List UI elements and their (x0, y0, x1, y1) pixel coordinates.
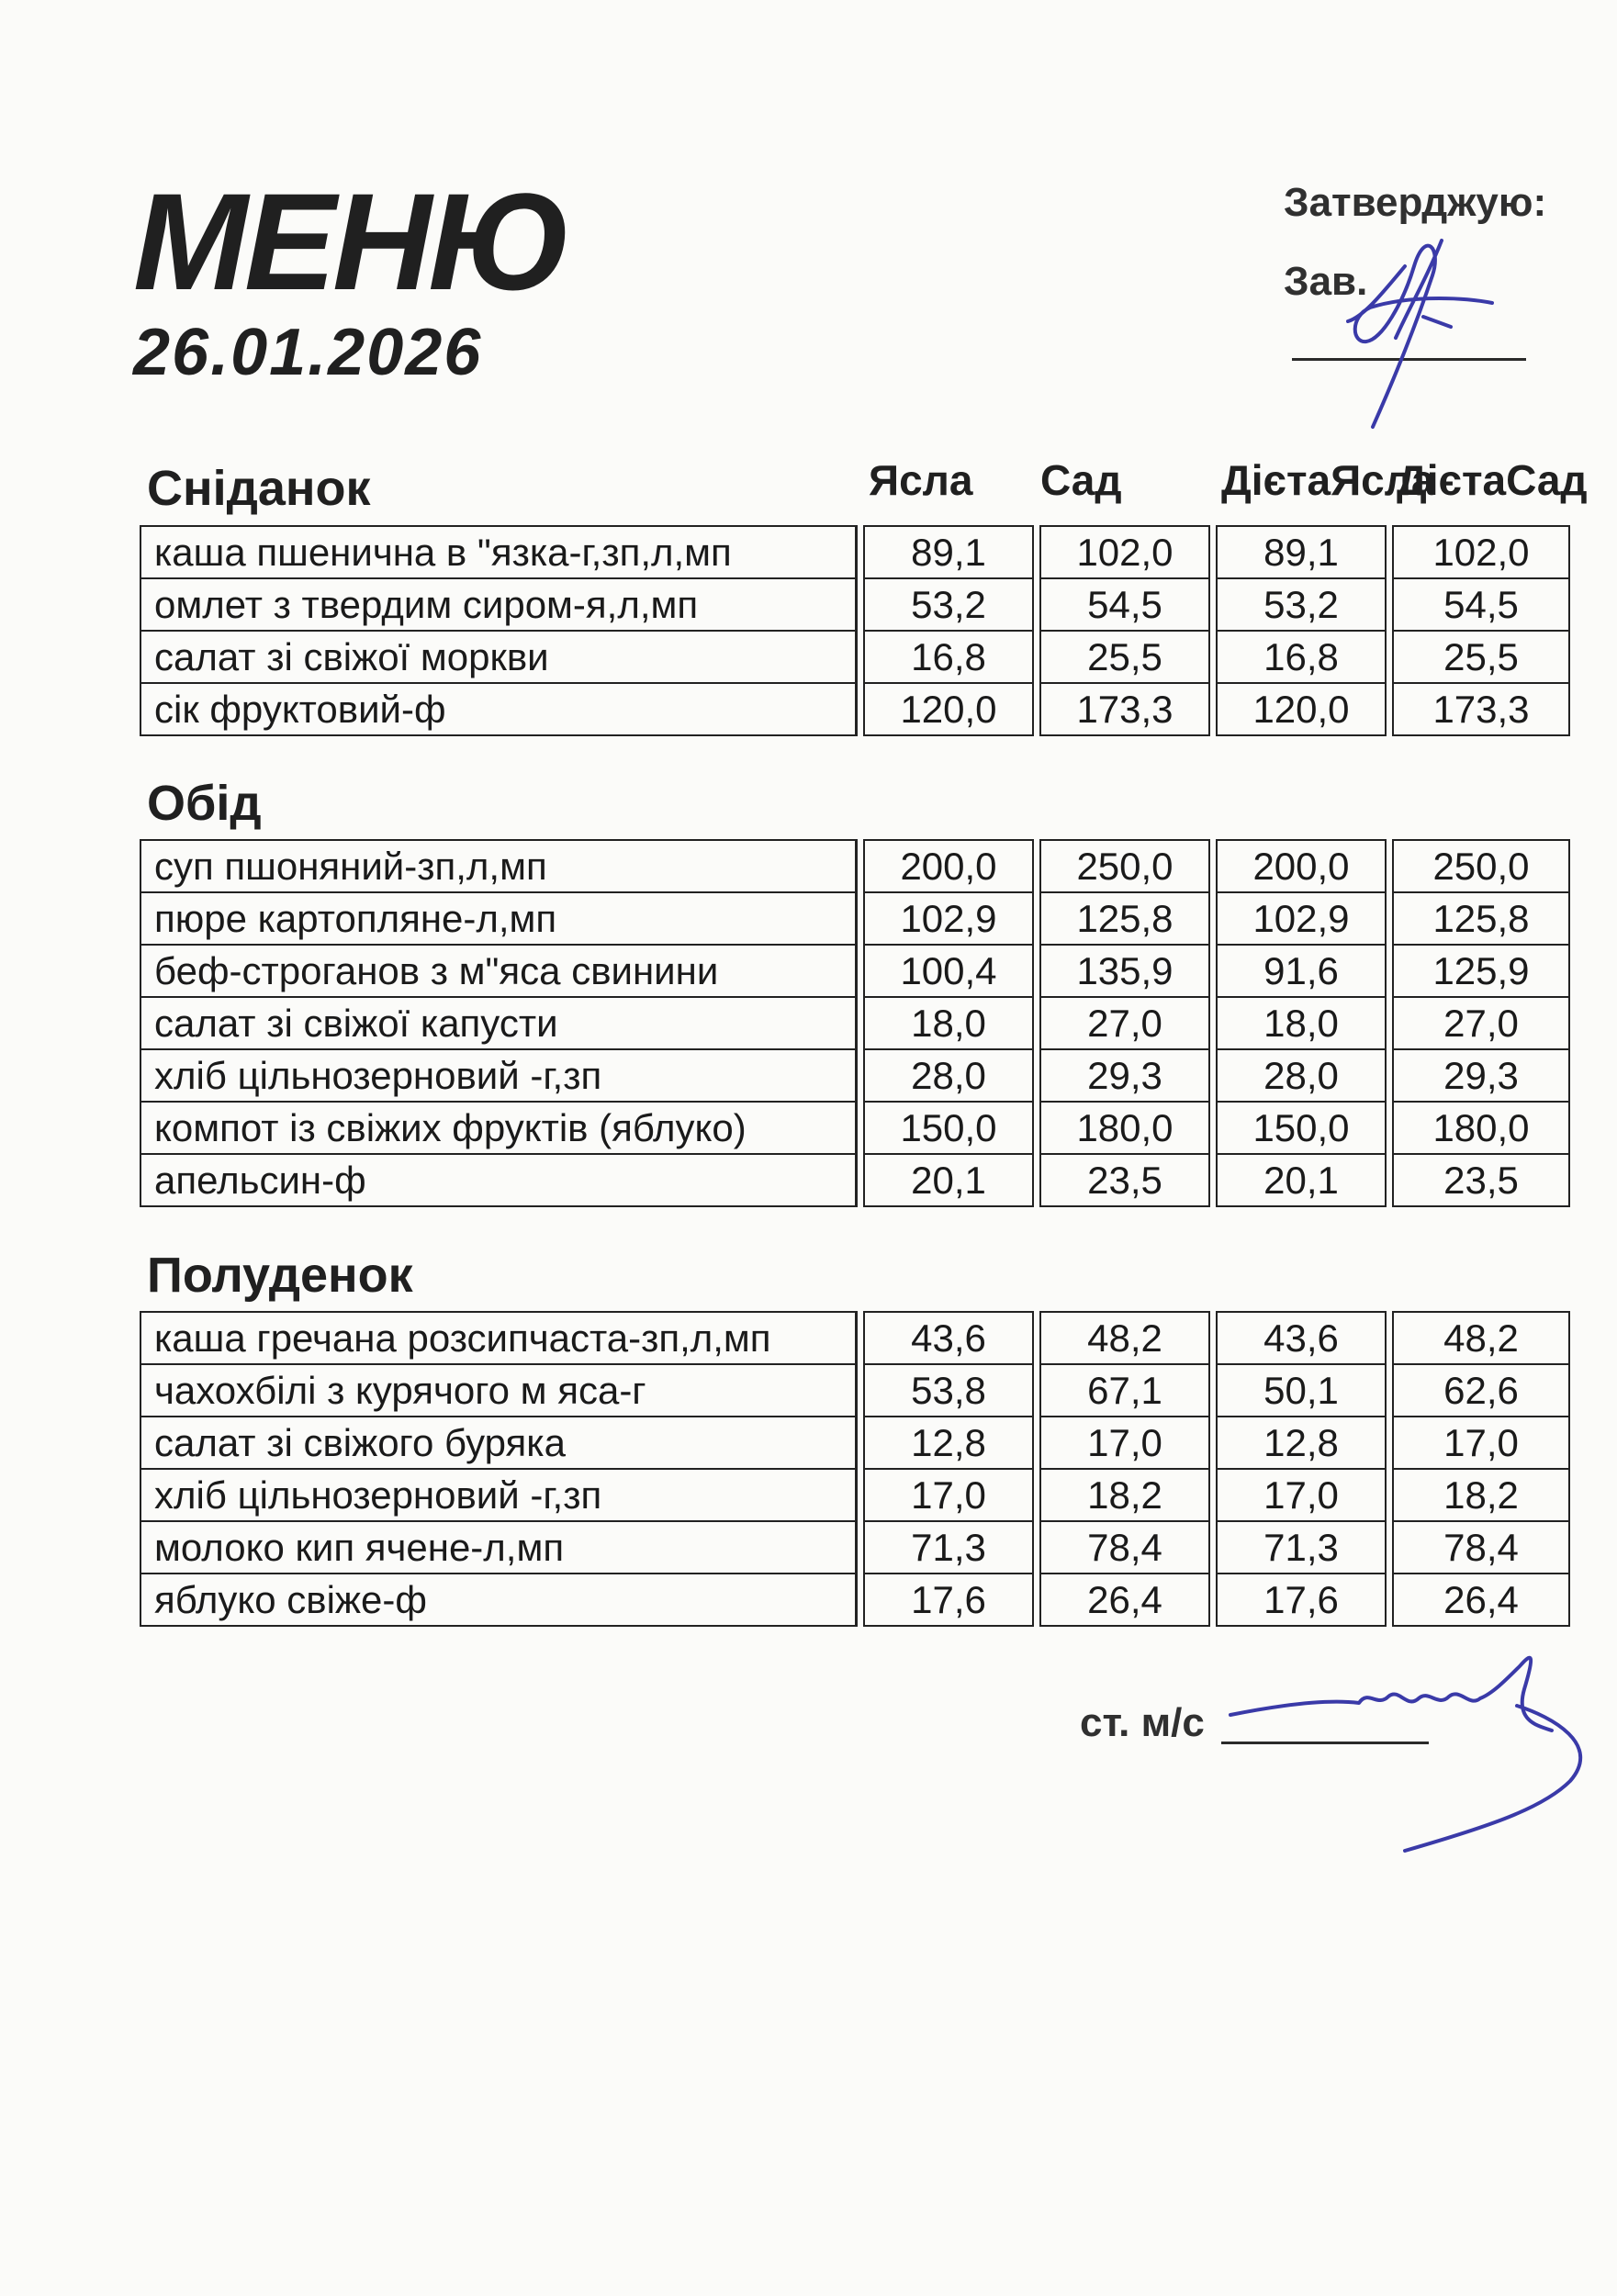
section-title-afternoon-snack: Полуденок (147, 1248, 413, 1303)
value-diet-nursery: 20,1 (1216, 1155, 1387, 1207)
value-kindergarten: 23,5 (1039, 1155, 1210, 1207)
dish-name: салат зі свіжої моркви (140, 632, 858, 684)
menu-date: 26.01.2026 (133, 316, 483, 389)
value-kindergarten: 135,9 (1039, 946, 1210, 998)
value-diet-nursery: 17,6 (1216, 1574, 1387, 1627)
value-kindergarten: 250,0 (1039, 839, 1210, 893)
section-title-breakfast: Сніданок (147, 461, 371, 516)
value-kindergarten: 180,0 (1039, 1103, 1210, 1155)
value-diet-nursery: 12,8 (1216, 1417, 1387, 1470)
value-nursery: 12,8 (863, 1417, 1034, 1470)
value-nursery: 16,8 (863, 632, 1034, 684)
value-diet-nursery: 200,0 (1216, 839, 1387, 893)
dish-name: салат зі свіжого буряка (140, 1417, 858, 1470)
head-nurse-label: ст. м/с (1080, 1700, 1205, 1745)
dish-name: хліб цільнозерновий -г,зп (140, 1050, 858, 1103)
column-header-kindergarten: Сад (1040, 456, 1122, 504)
value-nursery: 43,6 (863, 1311, 1034, 1365)
value-nursery: 120,0 (863, 684, 1034, 736)
value-diet-nursery: 53,2 (1216, 579, 1387, 632)
value-diet-nursery: 18,0 (1216, 998, 1387, 1050)
dish-name: омлет з твердим сиром-я,л,мп (140, 579, 858, 632)
dish-name: чахохбілі з курячого м яса-г (140, 1365, 858, 1417)
value-diet-kindergarten: 173,3 (1392, 684, 1570, 736)
value-kindergarten: 78,4 (1039, 1522, 1210, 1574)
value-nursery: 200,0 (863, 839, 1034, 893)
value-nursery: 100,4 (863, 946, 1034, 998)
dish-name: яблуко свіже-ф (140, 1574, 858, 1627)
value-nursery: 89,1 (863, 525, 1034, 579)
value-kindergarten: 18,2 (1039, 1470, 1210, 1522)
dish-name: молоко кип ячене-л,мп (140, 1522, 858, 1574)
value-diet-nursery: 43,6 (1216, 1311, 1387, 1365)
value-kindergarten: 173,3 (1039, 684, 1210, 736)
value-nursery: 150,0 (863, 1103, 1034, 1155)
value-kindergarten: 125,8 (1039, 893, 1210, 946)
value-nursery: 53,2 (863, 579, 1034, 632)
value-kindergarten: 102,0 (1039, 525, 1210, 579)
value-diet-kindergarten: 180,0 (1392, 1103, 1570, 1155)
dish-name: каша гречана розсипчаста-зп,л,мп (140, 1311, 858, 1365)
value-diet-nursery: 91,6 (1216, 946, 1387, 998)
dish-name: компот із свіжих фруктів (яблуко) (140, 1103, 858, 1155)
value-kindergarten: 27,0 (1039, 998, 1210, 1050)
value-diet-kindergarten: 17,0 (1392, 1417, 1570, 1470)
dish-name: каша пшенична в "язка-г,зп,л,мп (140, 525, 858, 579)
value-kindergarten: 25,5 (1039, 632, 1210, 684)
dish-name: беф-строганов з м"яса свинини (140, 946, 858, 998)
value-nursery: 53,8 (863, 1365, 1034, 1417)
dish-name: суп пшоняний-зп,л,мп (140, 839, 858, 893)
value-diet-kindergarten: 102,0 (1392, 525, 1570, 579)
value-diet-kindergarten: 25,5 (1392, 632, 1570, 684)
value-kindergarten: 29,3 (1039, 1050, 1210, 1103)
dish-name: хліб цільнозерновий -г,зп (140, 1470, 858, 1522)
approval-label: Затверджую: (1284, 180, 1547, 225)
dish-name: салат зі свіжої капусти (140, 998, 858, 1050)
value-nursery: 18,0 (863, 998, 1034, 1050)
head-nurse-signature (1230, 1658, 1580, 1851)
value-kindergarten: 54,5 (1039, 579, 1210, 632)
value-diet-kindergarten: 62,6 (1392, 1365, 1570, 1417)
value-kindergarten: 26,4 (1039, 1574, 1210, 1627)
dish-name: пюре картопляне-л,мп (140, 893, 858, 946)
section-title-lunch: Обід (147, 776, 262, 831)
value-diet-kindergarten: 27,0 (1392, 998, 1570, 1050)
value-diet-kindergarten: 125,9 (1392, 946, 1570, 998)
column-header-diet-nursery: ДієтаЯсла (1221, 456, 1435, 504)
value-kindergarten: 67,1 (1039, 1365, 1210, 1417)
value-nursery: 20,1 (863, 1155, 1034, 1207)
dish-name: сік фруктовий-ф (140, 684, 858, 736)
value-nursery: 71,3 (863, 1522, 1034, 1574)
value-diet-kindergarten: 26,4 (1392, 1574, 1570, 1627)
value-diet-kindergarten: 54,5 (1392, 579, 1570, 632)
value-diet-nursery: 71,3 (1216, 1522, 1387, 1574)
value-diet-kindergarten: 23,5 (1392, 1155, 1570, 1207)
column-header-nursery: Ясла (869, 456, 973, 504)
value-nursery: 102,9 (863, 893, 1034, 946)
column-header-diet-kindergarten: ДієтаСад (1397, 456, 1588, 504)
value-diet-nursery: 89,1 (1216, 525, 1387, 579)
value-nursery: 17,0 (863, 1470, 1034, 1522)
value-kindergarten: 48,2 (1039, 1311, 1210, 1365)
head-label: Зав. (1284, 259, 1368, 304)
value-diet-kindergarten: 29,3 (1392, 1050, 1570, 1103)
value-diet-nursery: 16,8 (1216, 632, 1387, 684)
dish-name: апельсин-ф (140, 1155, 858, 1207)
value-diet-kindergarten: 48,2 (1392, 1311, 1570, 1365)
value-nursery: 17,6 (863, 1574, 1034, 1627)
value-diet-nursery: 150,0 (1216, 1103, 1387, 1155)
value-diet-kindergarten: 125,8 (1392, 893, 1570, 946)
value-diet-nursery: 50,1 (1216, 1365, 1387, 1417)
value-diet-nursery: 28,0 (1216, 1050, 1387, 1103)
value-diet-nursery: 120,0 (1216, 684, 1387, 736)
value-diet-nursery: 102,9 (1216, 893, 1387, 946)
value-nursery: 28,0 (863, 1050, 1034, 1103)
value-diet-kindergarten: 18,2 (1392, 1470, 1570, 1522)
value-kindergarten: 17,0 (1039, 1417, 1210, 1470)
value-diet-kindergarten: 250,0 (1392, 839, 1570, 893)
head-signature (1348, 241, 1492, 427)
page-title: МЕНЮ (133, 164, 568, 319)
value-diet-kindergarten: 78,4 (1392, 1522, 1570, 1574)
value-diet-nursery: 17,0 (1216, 1470, 1387, 1522)
